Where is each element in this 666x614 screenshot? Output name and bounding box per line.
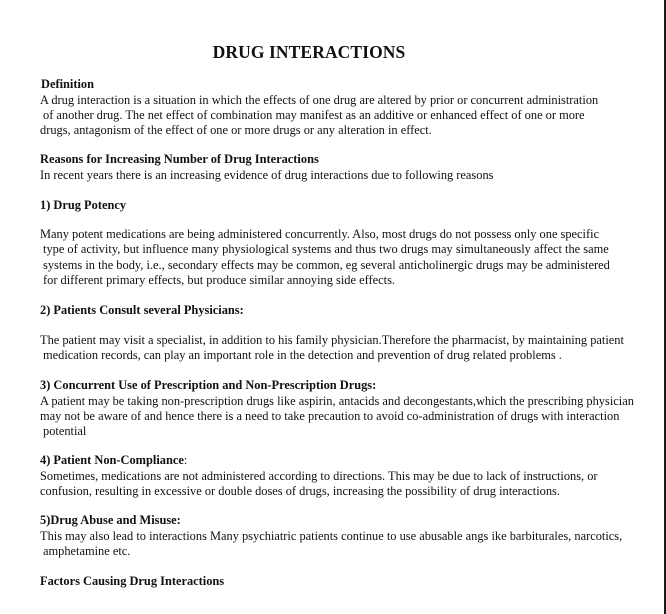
- page-title: DRUG INTERACTIONS: [212, 42, 406, 62]
- section-4-heading-colon: :: [183, 453, 188, 467]
- section-5-heading: 5)Drug Abuse and Misuse:: [40, 513, 181, 527]
- section-4-line-1: Sometimes, medications are not administered according to directions. This may be due to lack of instructions, or: [40, 469, 598, 483]
- section-1-heading: 1) Drug Potency: [40, 198, 127, 212]
- reasons-intro: In recent years there is an increasing evidence of drug interactions due to following reasons: [40, 168, 494, 182]
- section-4-line-2: confusion, resulting in excessive or double doses of drugs, increasing the possibility of drug interactions.: [40, 484, 560, 498]
- section-1-line-1: Many potent medications are being administered concurrently. Also, most drugs do not possess only one specific: [40, 227, 600, 241]
- section-3-heading: 3) Concurrent Use of Prescription and Non-Prescription Drugs:: [40, 378, 377, 392]
- section-1-line-3: systems in the body, i.e., secondary effects may be common, eg several anticholinergic drugs may be administered: [43, 258, 610, 272]
- section-2-heading: 2) Patients Consult several Physicians:: [40, 303, 244, 317]
- definition-heading: Definition: [41, 77, 95, 91]
- section-2-line-2: medication records, can play an important role in the detection and prevention of drug related problems .: [43, 348, 562, 362]
- definition-line-2: of another drug. The net effect of combination may manifest as an additive or enhanced effect of one or more: [43, 108, 585, 122]
- definition-line-1: A drug interaction is a situation in which the effects of one drug are altered by prior or concurrent administration: [40, 93, 599, 107]
- section-3-line-2: may not be aware of and hence there is a need to take precaution to avoid co-administration of drugs with interaction: [40, 409, 620, 423]
- section-1-line-4: for different primary effects, but produce similar annoying side effects.: [43, 273, 395, 287]
- section-5-line-1: This may also lead to interactions Many psychiatric patients continue to use abusable angs ike barbiturales, narcotics,: [40, 529, 623, 543]
- section-4-heading: 4) Patient Non-Compliance: [40, 453, 184, 467]
- section-5-line-2: amphetamine etc.: [43, 544, 131, 558]
- section-2-line-1: The patient may visit a specialist, in addition to his family physician.Therefore the pharmacist, by maintaining patient: [40, 333, 624, 347]
- reasons-heading: Reasons for Increasing Number of Drug Interactions: [40, 152, 319, 166]
- factors-heading: Factors Causing Drug Interactions: [40, 574, 225, 588]
- section-3-line-3: potential: [43, 424, 87, 438]
- section-4-heading-row: [40, 453, 187, 468]
- section-3-line-1: A patient may be taking non-prescription drugs like aspirin, antacids and decongestants,which the prescribing physician: [40, 394, 634, 408]
- definition-line-3: drugs, antagonism of the effect of one or more drugs or any alteration in effect.: [40, 123, 432, 137]
- section-1-line-2: type of activity, but influence many physiological systems and thus two drugs may simultaneously affect the same: [43, 242, 609, 256]
